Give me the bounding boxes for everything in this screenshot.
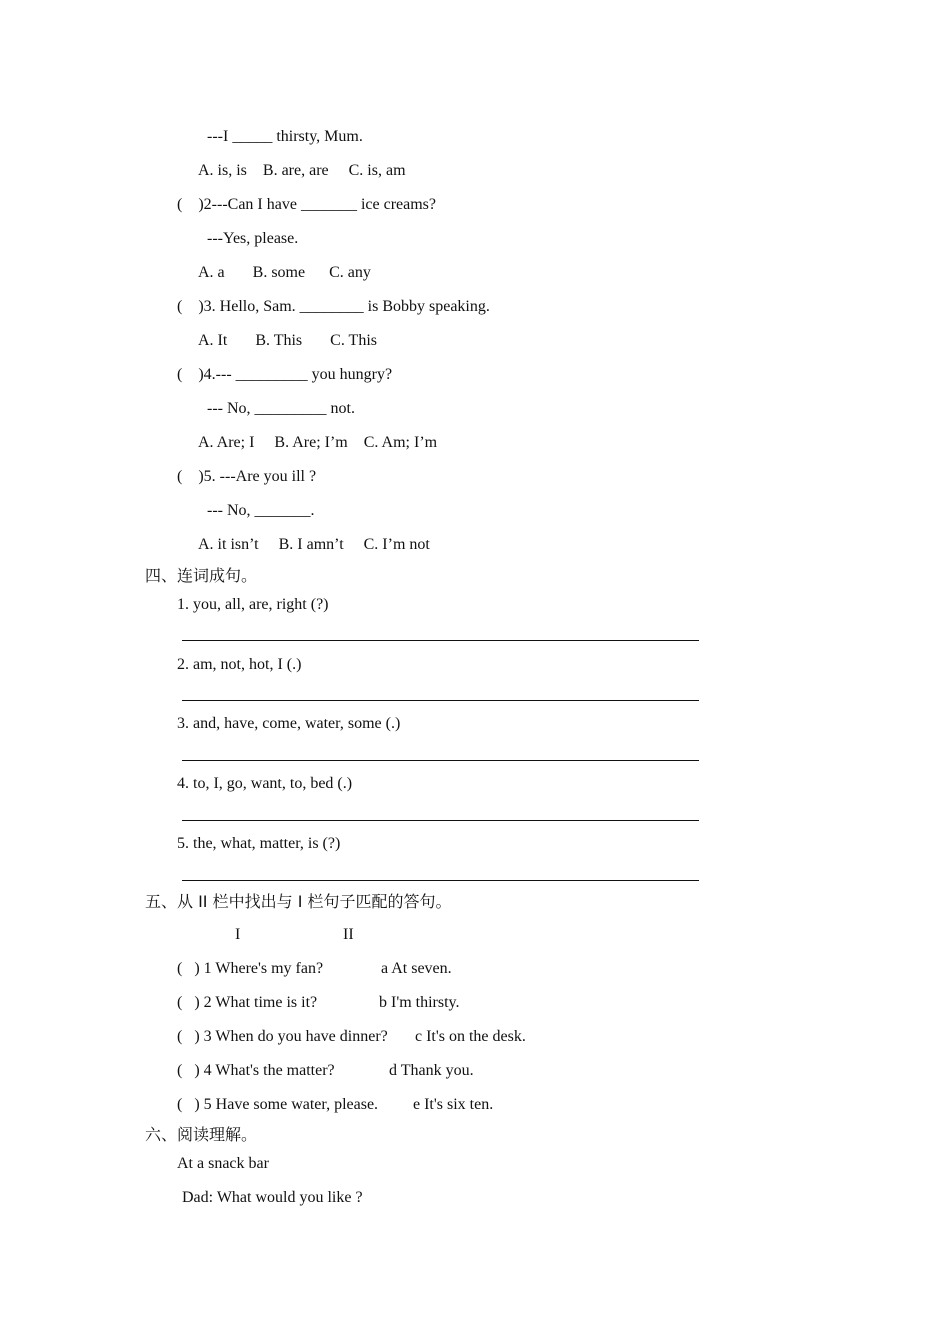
match-question-4: ( ) 4 What's the matter? (177, 1062, 335, 1079)
q2-answer-line: ---Yes, please. (207, 230, 299, 247)
answer-line-5[interactable] (182, 880, 699, 881)
match-question-1: ( ) 1 Where's my fan? (177, 960, 324, 977)
answer-line-1[interactable] (182, 640, 699, 641)
reading-line-1: Dad: What would you like ? (182, 1189, 363, 1206)
section5-heading: 五、从 II 栏中找出与 I 栏句子匹配的答句。 (145, 892, 452, 911)
q5-answer-line: --- No, _______. (207, 502, 315, 519)
match-answer-e: e It's six ten. (413, 1096, 494, 1113)
match-question-3: ( ) 3 When do you have dinner? (177, 1028, 388, 1045)
answer-line-2[interactable] (182, 700, 699, 701)
match-question-2: ( ) 2 What time is it? (177, 994, 318, 1011)
section4-item-5: 5. the, what, matter, is (?) (177, 835, 341, 852)
section4-heading: 四、连词成句。 (145, 566, 258, 585)
q5-question: ( )5. ---Are you ill ? (177, 468, 317, 485)
reading-title: At a snack bar (177, 1155, 269, 1172)
q1-answer-line: ---I _____ thirsty, Mum. (207, 128, 363, 145)
answer-line-3[interactable] (182, 760, 699, 761)
section4-item-4: 4. to, I, go, want, to, bed (.) (177, 775, 353, 792)
section4-item-1: 1. you, all, are, right (?) (177, 596, 329, 613)
section4-item-2: 2. am, not, hot, I (.) (177, 656, 302, 673)
section6-heading: 六、阅读理解。 (145, 1125, 258, 1144)
q4-options: A. Are; I B. Are; I’m C. Am; I’m (198, 434, 438, 451)
match-answer-c: c It's on the desk. (415, 1028, 526, 1045)
match-question-5: ( ) 5 Have some water, please. (177, 1096, 379, 1113)
q1-options: A. is, is B. are, are C. is, am (198, 162, 406, 179)
answer-line-4[interactable] (182, 820, 699, 821)
q3-options: A. It B. This C. This (198, 332, 377, 349)
q2-question: ( )2---Can I have _______ ice creams? (177, 196, 436, 213)
column-ii-label: II (343, 926, 354, 943)
q2-options: A. a B. some C. any (198, 264, 371, 281)
match-answer-b: b I'm thirsty. (379, 994, 460, 1011)
q3-question: ( )3. Hello, Sam. ________ is Bobby speaking. (177, 298, 490, 315)
match-answer-d: d Thank you. (389, 1062, 474, 1079)
match-answer-a: a At seven. (381, 960, 452, 977)
column-i-label: I (235, 926, 241, 943)
q4-question: ( )4.--- _________ you hungry? (177, 366, 393, 383)
section4-item-3: 3. and, have, come, water, some (.) (177, 715, 401, 732)
q4-answer-line: --- No, _________ not. (207, 400, 355, 417)
q5-options: A. it isn’t B. I amn’t C. I’m not (198, 536, 430, 553)
